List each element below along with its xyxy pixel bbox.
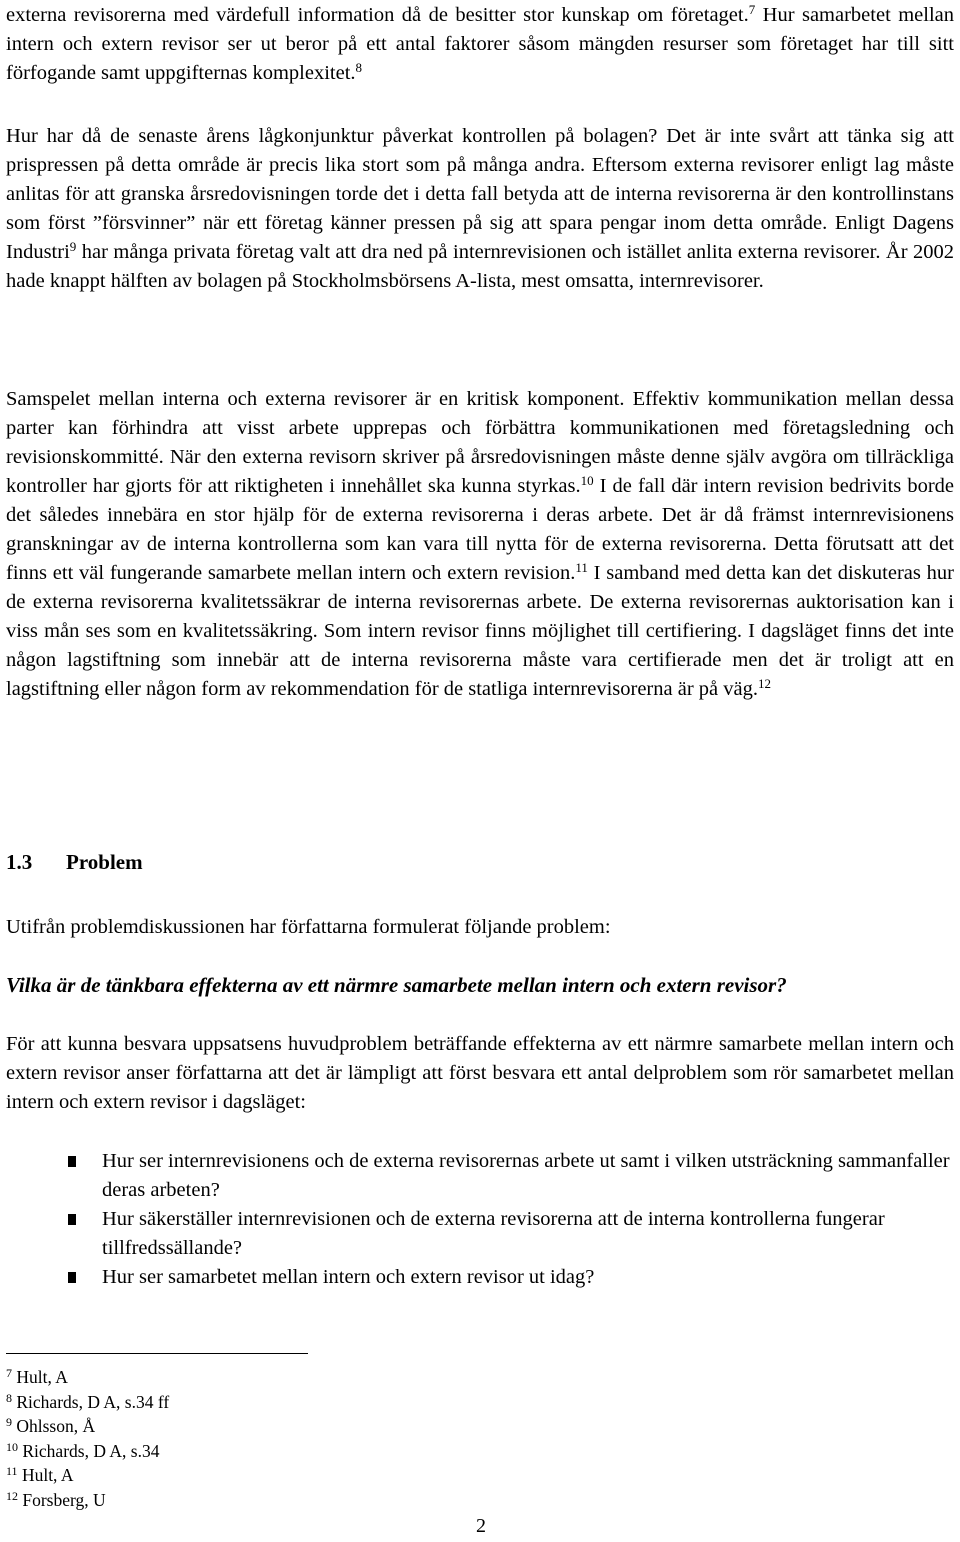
footnote-9: $^9$ Ohlsson, Å — [6, 1415, 96, 1436]
footnote-ref-8: 8 — [355, 59, 363, 75]
footnote-7: $^7$ Hult, A — [6, 1366, 68, 1387]
page-number: 2 — [476, 1515, 486, 1537]
footnote-ref-12: 12 — [757, 675, 771, 691]
section-number: 1.3 — [6, 850, 33, 874]
footnote-ref-7: 7 — [748, 1, 756, 17]
footnote-separator — [6, 1353, 308, 1354]
footnote-8: $^8$ Richards, D A, s.34 ff — [6, 1390, 170, 1412]
section-heading — [6, 846, 143, 878]
footnote-ref-11: 11 — [575, 559, 588, 575]
main-problem-question: Vilka är de tänkbara effekterna av ett närmre samarbete mellan intern och extern revisor? — [6, 973, 787, 997]
list-item: Hur säkerställer internrevisionen och de externa revisorerna att de interna kontrollerna fungerar tillfredssällande? — [6, 1205, 954, 1263]
paragraph-collaboration: externa revisorerna med värdefull information då de besitter stor kunskap om företaget.$^7$ Hur samarbetet mellan intern och extern revisor ser ut beror på ett antal faktorer såsom mängden resurser som företaget har till sitt förfogande samt uppgifternas komplexitet.$^8$ — [6, 1, 954, 84]
footnote-ref-9: 9 — [69, 238, 77, 254]
square-bullet-icon — [68, 1214, 76, 1225]
footnote-11: $^{11}$ Hult, A — [6, 1464, 74, 1485]
subproblem-intro: För att kunna besvara uppsatsens huvudproblem beträffande effekterna av ett närmre samarbete mellan intern och extern revisor anser författarna att det är lämpligt att först besvara ett antal delproblem som rör samarbetet mellan intern och extern revisor i dagsläget: — [6, 1033, 954, 1113]
square-bullet-icon — [68, 1156, 76, 1167]
footnote-12: $^{12}$ Forsberg, U — [6, 1488, 106, 1510]
footnote-ref-10: 10 — [580, 472, 594, 488]
footnote-10: $^{10}$ Richards, D A, s.34 — [6, 1439, 160, 1461]
list-item: Hur ser samarbetet mellan intern och extern revisor ut idag? — [6, 1263, 954, 1292]
problem-intro: Utifrån problemdiskussionen har författarna formulerat följande problem: — [6, 916, 611, 938]
subproblem-list — [6, 1147, 954, 1292]
paragraph-recession: Hur har då de senaste årens lågkonjunktur påverkat kontrollen på bolagen? Det är inte svårt att tänka sig att prispressen på detta område är precis lika stort som på många andra. Eftersom externa revisorer enligt lag måste anlitas för att granska årsredovisningen torde det i detta fall betyda att de interna revisorerna är den kontrollinstans som först ”försvinner” när ett företag känner pressen på sig att spara pengar inom detta område. Enligt Dagens Industri$^9$ har många privata företag valt att dra ned på internrevisionen och istället anlita externa revisorer. År 2002 hade knappt hälften av bolagen på Stockholmsbörsens A-lista, mest omsatta, internrevisorer. — [6, 125, 954, 292]
list-item: Hur ser internrevisionens och de externa revisorernas arbete ut samt i vilken utsträckning sammanfaller deras arbeten? — [6, 1147, 954, 1205]
section-title: Problem — [66, 850, 143, 874]
footnote-list — [6, 1365, 169, 1512]
paragraph-interplay: Samspelet mellan interna och externa revisorer är en kritisk komponent. Effektiv kommunikation mellan dessa parter kan förhindra att visst arbete upprepas och förbättra kommunikationen med företagsledning och revisionskommitté. När den externa revisorn skriver på årsredovisningen måste denne själv avgöra om tillräckliga kontroller har gjorts för att riktigheten i innehållet ska kunna styrkas.$^{10}$ I de fall där intern revision bedrivits borde det således innebära en stor hjälp för de externa revisorerna i deras arbete. Det är då främst internrevisionens granskningar av de interna kontrollerna som kan vara till nytta för de externa revisorerna. Detta förutsatt att det finns ett väl fungerande samarbete mellan intern och extern revision.$^{11}$ I samband med detta kan det diskuteras hur de externa revisorerna kvalitetssäkrar de interna revisorernas arbete. De externa revisorernas auktorisation kan i viss mån ses som en kvalitetssäkring. Som intern revisor finns möjlighet till certifiering. I dagsläget finns det inte någon lagstiftning som innebär att de interna revisorerna måste vara certifierade men det är troligt att en lagstiftning eller någon form av rekommendation för de statliga internrevisorerna är på väg.$^{12}$ — [6, 388, 954, 700]
square-bullet-icon — [68, 1272, 76, 1283]
